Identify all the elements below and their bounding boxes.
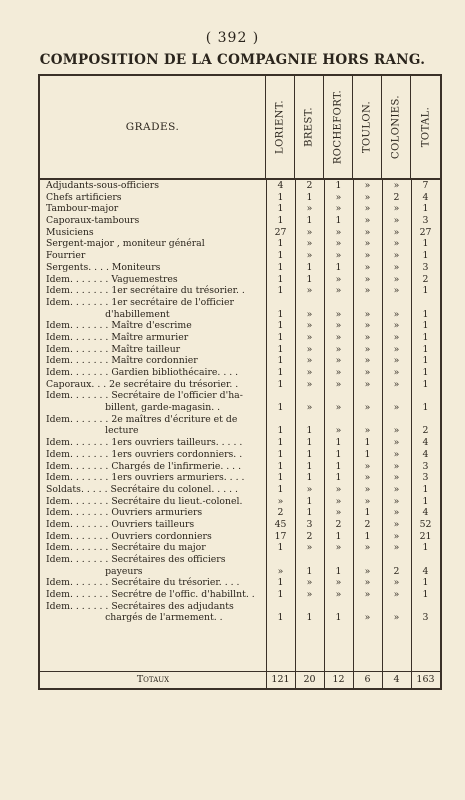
cell-lorient: 1 [277, 367, 284, 378]
cell-toulon: » [364, 542, 371, 554]
cell-brest: » [306, 250, 313, 262]
cell-toulon: » [364, 215, 371, 227]
cell-lorient: 4 [277, 180, 284, 191]
cell-total: 1 [422, 402, 429, 414]
cell-total: 1 [422, 367, 429, 378]
cell-colonies: » [393, 542, 400, 554]
cell-brest: 1 [306, 612, 313, 624]
cell-rochefort: » [335, 226, 342, 238]
cell-colonies: » [393, 215, 400, 227]
cell-brest: » [306, 343, 313, 355]
cell-brest: » [306, 285, 313, 297]
cell-total: 3 [422, 612, 429, 624]
cell-rochefort: » [335, 378, 342, 390]
table-row [40, 309, 440, 321]
cell-colonies: » [393, 577, 400, 589]
cell-lorient: 1 [277, 448, 284, 460]
cell-colonies: » [393, 437, 400, 449]
cell-lorient: 1 [277, 437, 284, 449]
cell-toulon: » [364, 565, 371, 577]
row-label: d'habillement [46, 308, 170, 320]
total-cell-grand: 163 [416, 674, 435, 685]
cell-brest: » [306, 483, 313, 495]
cell-lorient: » [277, 565, 284, 577]
table-header-row [40, 76, 440, 180]
cell-lorient: 1 [277, 589, 284, 601]
cell-total: 1 [422, 589, 429, 601]
cell-toulon: » [364, 483, 371, 495]
row-label: lecture [46, 425, 139, 437]
cell-brest: 1 [306, 215, 313, 227]
cell-total: 1 [422, 577, 429, 589]
cell-rochefort: » [335, 483, 342, 495]
table-row [40, 238, 440, 250]
cell-colonies: » [393, 507, 400, 519]
cell-lorient: 17 [274, 530, 287, 542]
cell-brest: 1 [306, 191, 313, 203]
cell-rochefort: 1 [335, 448, 342, 460]
row-label: Idem. . . . . . . 1er secrétaire du trésorier. . [46, 285, 245, 297]
cell-total: 1 [422, 308, 429, 320]
row-label: Idem. . . . . . . Gardien bibliothécaire. . . . [46, 367, 239, 378]
cell-brest: » [306, 308, 313, 320]
cell-lorient: 1 [277, 191, 284, 203]
cell-colonies: » [393, 530, 400, 542]
table-row [40, 297, 440, 309]
row-label: payeurs [46, 565, 143, 577]
cell-brest: 1 [306, 448, 313, 460]
cell-lorient: 2 [277, 507, 284, 519]
row-label: Idem. . . . . . . Secrétaire de l'officier d'ha- [46, 390, 243, 402]
cell-total: 3 [422, 261, 429, 273]
cell-lorient: 1 [277, 355, 284, 367]
cell-total: 4 [422, 191, 429, 203]
table-row [40, 274, 440, 286]
total-cell-colonies: 4 [393, 674, 400, 685]
cell-colonies: » [393, 226, 400, 238]
cell-colonies: » [393, 460, 400, 472]
cell-brest: 1 [306, 495, 313, 507]
cell-toulon: » [364, 343, 371, 355]
cell-brest: » [306, 378, 313, 390]
table-row [40, 215, 440, 227]
cell-rochefort: 1 [335, 472, 342, 484]
cell-total: 3 [422, 460, 429, 472]
cell-brest: » [306, 203, 313, 215]
cell-colonies: » [393, 203, 400, 215]
row-label: Sergents. . . . Moniteurs [46, 261, 161, 273]
cell-total: 1 [422, 250, 429, 262]
column-header-rochefort: ROCHEFORT. [324, 76, 353, 178]
cell-rochefort: » [335, 191, 342, 203]
cell-rochefort: » [335, 495, 342, 507]
cell-colonies: » [393, 589, 400, 601]
table-row [40, 577, 440, 589]
cell-rochefort: » [335, 250, 342, 262]
cell-lorient: 45 [274, 518, 287, 530]
row-label: Idem. . . . . . . Secrétaire du trésorier. . . . [46, 577, 240, 589]
table-row [40, 203, 440, 215]
cell-colonies: » [393, 378, 400, 390]
row-label: Idem. . . . . . . 1ers ouvriers armuriers. . . . [46, 472, 245, 484]
cell-rochefort: » [335, 507, 342, 519]
row-label: Tambour-major [46, 203, 119, 215]
row-label: Idem. . . . . . . Secrétaires des adjudants [46, 600, 234, 612]
table-row [40, 484, 440, 496]
cell-rochefort: 1 [335, 530, 342, 542]
page-number: ( 392 ) [205, 30, 260, 46]
cell-toulon: » [364, 285, 371, 297]
cell-brest: » [306, 320, 313, 332]
cell-colonies: » [393, 483, 400, 495]
cell-lorient: 1 [277, 203, 284, 215]
row-label: Idem. . . . . . . Chargés de l'infirmerie. . . . [46, 460, 242, 472]
cell-total: 4 [422, 565, 429, 577]
table-row [40, 402, 440, 414]
cell-rochefort: 1 [335, 180, 342, 191]
cell-total: 52 [419, 518, 432, 530]
row-label: Soldats. . . . . Secrétaire du colonel. . . . . [46, 483, 238, 495]
cell-toulon: » [364, 238, 371, 250]
cell-toulon: 1 [364, 448, 371, 460]
cell-colonies: » [393, 612, 400, 624]
cell-rochefort: 1 [335, 261, 342, 273]
cell-rochefort: » [335, 589, 342, 601]
cell-brest: » [306, 355, 313, 367]
row-label: chargés de l'armement. . [46, 612, 223, 624]
cell-total: 21 [419, 530, 432, 542]
cell-brest: 2 [306, 180, 313, 191]
table-row [40, 320, 440, 332]
row-label: Idem. . . . . . . 1ers ouvriers cordonniers. . [46, 448, 243, 460]
row-label: Fourrier [46, 250, 86, 262]
cell-brest: 1 [306, 261, 313, 273]
table-row [40, 355, 440, 367]
cell-total: 1 [422, 542, 429, 554]
cell-total: 1 [422, 320, 429, 332]
row-label: Idem. . . . . . . Secrétre de l'offic. d'habillnt. . [46, 589, 255, 601]
cell-total: 1 [422, 343, 429, 355]
cell-total: 7 [422, 180, 429, 191]
cell-brest: 2 [306, 530, 313, 542]
row-label: Idem. . . . . . . Ouvriers cordonniers [46, 530, 212, 542]
cell-lorient: 1 [277, 320, 284, 332]
row-label: Idem. . . . . . . Maître armurier [46, 331, 189, 343]
row-label: Adjudants-sous-officiers [46, 180, 160, 191]
cell-total: 4 [422, 437, 429, 449]
cell-rochefort: » [335, 238, 342, 250]
cell-toulon: 2 [364, 518, 371, 530]
cell-brest: 1 [306, 460, 313, 472]
composition-table [38, 74, 442, 690]
cell-toulon: » [364, 180, 371, 191]
table-row [40, 461, 440, 473]
total-cell-rochefort: 12 [332, 674, 345, 685]
row-label: Musiciens [46, 226, 94, 238]
table-row [40, 180, 440, 192]
table-row [40, 192, 440, 204]
cell-brest: 1 [306, 425, 313, 437]
cell-total: 2 [422, 273, 429, 285]
cell-rochefort: » [335, 320, 342, 332]
cell-brest: 1 [306, 507, 313, 519]
table-row [40, 601, 440, 613]
cell-lorient: 1 [277, 542, 284, 554]
cell-total: 1 [422, 238, 429, 250]
cell-toulon: » [364, 355, 371, 367]
cell-total: 4 [422, 448, 429, 460]
table-row [40, 531, 440, 543]
cell-total: 3 [422, 215, 429, 227]
table-row [40, 285, 440, 297]
cell-colonies: » [393, 273, 400, 285]
table-row [40, 379, 440, 391]
cell-total: 27 [419, 226, 432, 238]
cell-lorient: 1 [277, 261, 284, 273]
cell-lorient: 1 [277, 472, 284, 484]
cell-rochefort: » [335, 425, 342, 437]
cell-brest: » [306, 367, 313, 378]
table-body [40, 180, 440, 624]
cell-total: 2 [422, 425, 429, 437]
cell-brest: 1 [306, 565, 313, 577]
row-label: Idem. . . . . . . 1er secrétaire de l'officier [46, 296, 234, 308]
table-row [40, 589, 440, 601]
cell-total: 4 [422, 507, 429, 519]
cell-lorient: » [277, 495, 284, 507]
cell-toulon: » [364, 460, 371, 472]
cell-brest: » [306, 238, 313, 250]
row-label: Sergent-major , moniteur général [46, 238, 205, 250]
cell-toulon: 1 [364, 530, 371, 542]
cell-colonies: 2 [393, 565, 400, 577]
cell-colonies: » [393, 448, 400, 460]
cell-brest: 1 [306, 437, 313, 449]
cell-colonies: » [393, 250, 400, 262]
cell-rochefort: 1 [335, 215, 342, 227]
cell-lorient: 1 [277, 215, 284, 227]
table-row [40, 437, 440, 449]
cell-lorient: 1 [277, 612, 284, 624]
cell-rochefort: » [335, 367, 342, 378]
cell-toulon: » [364, 226, 371, 238]
cell-lorient: 1 [277, 331, 284, 343]
cell-brest: 1 [306, 472, 313, 484]
row-label: Idem. . . . . . . Ouvriers armuriers [46, 507, 203, 519]
cell-colonies: » [393, 425, 400, 437]
cell-rochefort: » [335, 343, 342, 355]
totals-label: Totaux [136, 674, 170, 685]
cell-toulon: » [364, 402, 371, 414]
table-row [40, 262, 440, 274]
table-row [40, 507, 440, 519]
cell-lorient: 1 [277, 378, 284, 390]
cell-rochefort: » [335, 308, 342, 320]
cell-rochefort: » [335, 355, 342, 367]
cell-toulon: » [364, 589, 371, 601]
row-label: Idem. . . . . . . Vaguemestres [46, 273, 178, 285]
cell-colonies: » [393, 495, 400, 507]
table-row [40, 612, 440, 624]
cell-rochefort: » [335, 273, 342, 285]
column-header-lorient: LORIENT. [266, 76, 295, 178]
cell-brest: » [306, 577, 313, 589]
table-row [40, 332, 440, 344]
table-row [40, 472, 440, 484]
table-row [40, 554, 440, 566]
cell-colonies: 2 [393, 191, 400, 203]
cell-rochefort: 1 [335, 612, 342, 624]
cell-total: 1 [422, 203, 429, 215]
table-row [40, 250, 440, 262]
cell-toulon: » [364, 577, 371, 589]
cell-toulon: » [364, 378, 371, 390]
row-label: Idem. . . . . . . 2e maîtres d'écriture et de [46, 413, 238, 425]
cell-lorient: 27 [274, 226, 287, 238]
cell-lorient: 1 [277, 402, 284, 414]
cell-toulon: » [364, 367, 371, 378]
total-cell-lorient: 121 [271, 674, 290, 685]
table-row [40, 425, 440, 437]
cell-toulon: » [364, 250, 371, 262]
cell-brest: » [306, 589, 313, 601]
cell-rochefort: » [335, 402, 342, 414]
cell-rochefort: 1 [335, 460, 342, 472]
cell-total: 1 [422, 378, 429, 390]
cell-toulon: » [364, 191, 371, 203]
cell-colonies: » [393, 331, 400, 343]
row-label: Caporaux-tambours [46, 215, 140, 227]
row-label: Idem. . . . . . . Maître tailleur [46, 343, 181, 355]
cell-rochefort: » [335, 203, 342, 215]
column-header-colonies: COLONIES. [382, 76, 411, 178]
cell-colonies: » [393, 261, 400, 273]
row-label: Idem. . . . . . . Ouvriers tailleurs [46, 518, 195, 530]
row-label: Idem. . . . . . . Maître cordonnier [46, 355, 198, 367]
cell-colonies: » [393, 472, 400, 484]
total-cell-brest: 20 [303, 674, 316, 685]
table-row [40, 566, 440, 578]
cell-brest: 1 [306, 273, 313, 285]
cell-colonies: » [393, 238, 400, 250]
column-header-toulon: TOULON. [353, 76, 382, 178]
table-row [40, 390, 440, 402]
cell-toulon: » [364, 472, 371, 484]
row-label: Idem. . . . . . . Secrétaire du major [46, 542, 206, 554]
cell-rochefort: 1 [335, 565, 342, 577]
cell-colonies: » [393, 285, 400, 297]
cell-rochefort: 2 [335, 518, 342, 530]
table-row [40, 344, 440, 356]
cell-lorient: 1 [277, 483, 284, 495]
cell-colonies: » [393, 308, 400, 320]
cell-colonies: » [393, 343, 400, 355]
table-row [40, 414, 440, 426]
cell-total: 1 [422, 331, 429, 343]
cell-toulon: 1 [364, 437, 371, 449]
row-label: Idem. . . . . . . Secrétaire du lieut.-colonel. [46, 495, 243, 507]
cell-toulon: » [364, 495, 371, 507]
table-row [40, 519, 440, 531]
column-header-brest: BREST. [295, 76, 324, 178]
cell-rochefort: 1 [335, 437, 342, 449]
cell-rochefort: » [335, 577, 342, 589]
cell-total: 1 [422, 483, 429, 495]
cell-brest: » [306, 402, 313, 414]
cell-total: 1 [422, 355, 429, 367]
cell-toulon: » [364, 331, 371, 343]
page-title: COMPOSITION DE LA COMPAGNIE HORS RANG. [39, 52, 426, 68]
cell-lorient: 1 [277, 343, 284, 355]
cell-lorient: 1 [277, 250, 284, 262]
cell-lorient: 1 [277, 238, 284, 250]
cell-lorient: 1 [277, 425, 284, 437]
row-label: Idem. . . . . . . 1ers ouvriers tailleurs. . . . . [46, 437, 243, 449]
cell-rochefort: » [335, 331, 342, 343]
cell-rochefort: » [335, 285, 342, 297]
cell-colonies: » [393, 320, 400, 332]
cell-lorient: 1 [277, 308, 284, 320]
totals-row [40, 671, 440, 688]
cell-colonies: » [393, 518, 400, 530]
table-row [40, 496, 440, 508]
cell-lorient: 1 [277, 285, 284, 297]
cell-colonies: » [393, 180, 400, 191]
table-row [40, 227, 440, 239]
cell-toulon: » [364, 308, 371, 320]
cell-brest: 3 [306, 518, 313, 530]
cell-toulon: » [364, 425, 371, 437]
cell-colonies: » [393, 402, 400, 414]
row-label: billent, garde-magasin. . [46, 402, 221, 414]
table-row [40, 367, 440, 379]
cell-lorient: 1 [277, 460, 284, 472]
row-label: Caporaux. . . 2e secrétaire du trésorier. . [46, 378, 239, 390]
cell-brest: » [306, 542, 313, 554]
column-header-total: TOTAL. [420, 106, 431, 148]
cell-total: 1 [422, 285, 429, 297]
cell-brest: » [306, 331, 313, 343]
cell-lorient: 1 [277, 273, 284, 285]
table-row [40, 449, 440, 461]
cell-toulon: » [364, 612, 371, 624]
table-row [40, 542, 440, 554]
total-cell-toulon: 6 [364, 674, 371, 685]
cell-toulon: » [364, 261, 371, 273]
row-label: Chefs artificiers [46, 191, 122, 203]
cell-total: 3 [422, 472, 429, 484]
grades-column-header: GRADES. [40, 76, 266, 178]
cell-toulon: » [364, 320, 371, 332]
cell-colonies: » [393, 367, 400, 378]
cell-rochefort: » [335, 542, 342, 554]
cell-toulon: » [364, 203, 371, 215]
cell-brest: » [306, 226, 313, 238]
cell-total: 1 [422, 495, 429, 507]
cell-toulon: 1 [364, 507, 371, 519]
row-label: Idem. . . . . . . Secrétaires des officiers [46, 554, 226, 565]
cell-toulon: » [364, 273, 371, 285]
row-label: Idem. . . . . . . Maître d'escrime [46, 320, 192, 332]
cell-colonies: » [393, 355, 400, 367]
cell-lorient: 1 [277, 577, 284, 589]
